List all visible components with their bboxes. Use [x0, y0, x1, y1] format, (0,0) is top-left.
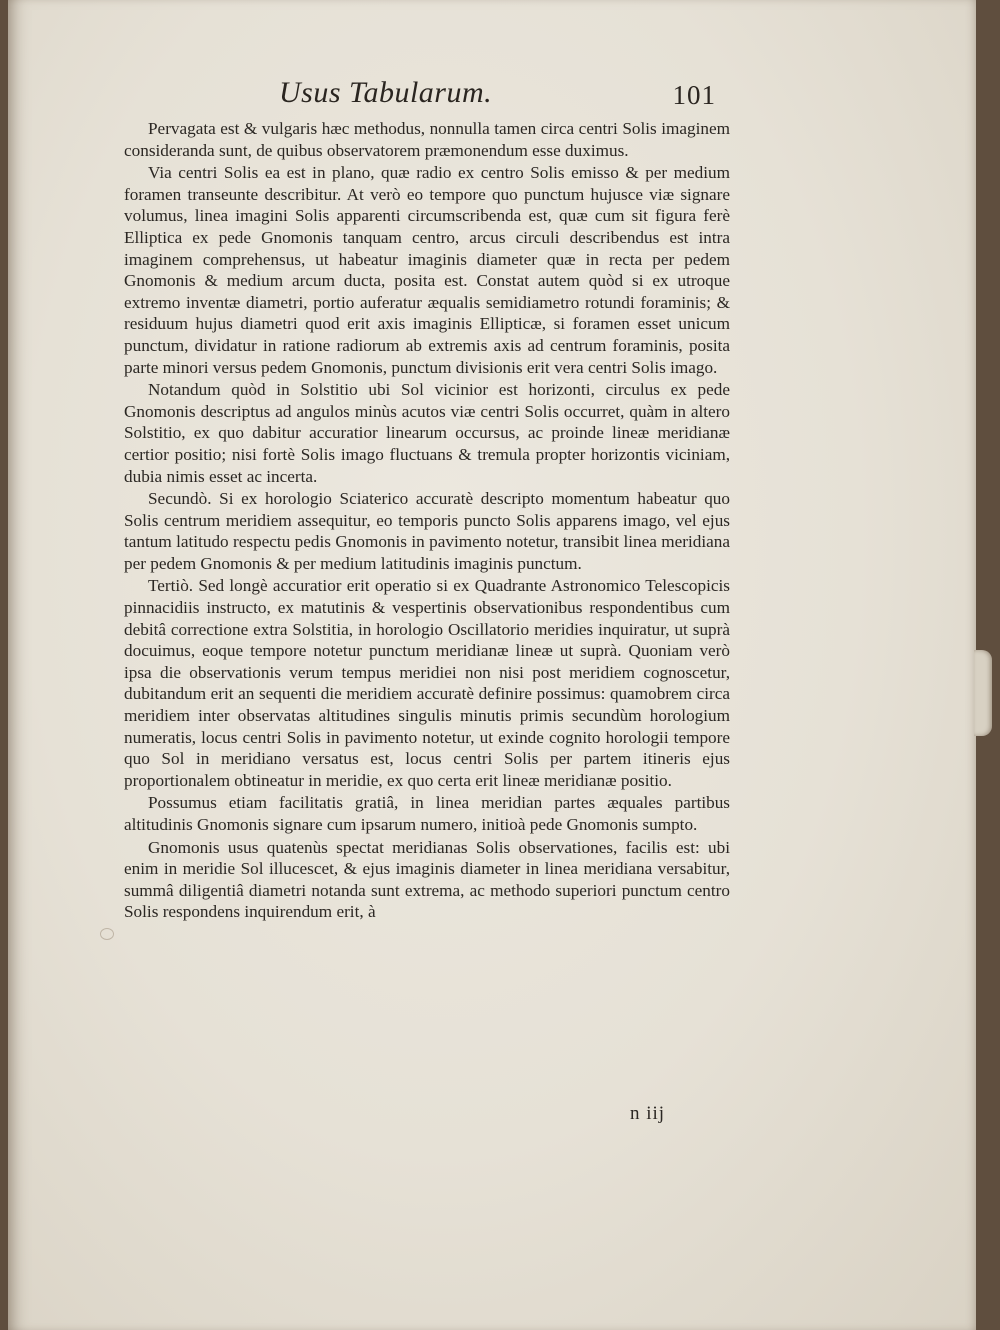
paragraph: Notandum quòd in Solstitio ubi Sol vicinior est horizonti, circulus ex pede Gnomonis descriptus ad angulos minùs acutos viæ centri Solis occurret, quàm in altero Solstitio, ex quo dabitur accuratior linearum occursus, ac proinde lineæ meridianæ certior positio; nisi fortè Solis imago fluctuans & tremula propter horizontis viciniam, dubia nimis esset ac incerta.	[124, 380, 730, 486]
paragraph: Pervagata est & vulgaris hæc methodus, nonnulla tamen circa centri Solis imaginem consideranda sunt, de quibus observatorem præmonendum esse duximus.	[124, 119, 730, 160]
book-page	[8, 0, 976, 1330]
page-number: 101	[672, 80, 716, 110]
page-header	[124, 74, 724, 118]
signature-mark: n iij	[630, 1103, 666, 1124]
paragraph: Gnomonis usus quatenùs spectat meridianas Solis observationes, facilis est: ubi enim in meridie Sol illucescet, & ejus imaginis diameter in linea meridiana versabitur, summâ diligentiâ diametri notanda sunt extrema, ac methodo superiori punctum centro Solis respondens inquirendum erit, à	[124, 837, 730, 922]
body-text	[124, 118, 730, 924]
paragraph: Secundò. Si ex horologio Sciaterico accuratè descripto momentum habeatur quo Solis centrum meridiem assequitur, eo temporis puncto Solis apparens imago, vel ejus tantum latitudo respectu pedis Gnomonis in pavimento notetur, transibit linea meridiana per pedem Gnomonis & per medium latitudinis imaginis punctum.	[124, 489, 730, 573]
running-title: Usus Tabularum.	[279, 76, 493, 109]
paper-stain	[100, 928, 114, 940]
paragraph: Tertiò. Sed longè accuratior erit operatio si ex Quadrante Astronomico Telescopicis pinnacidiis instructo, ex matutinis & vespertinis observationibus respondentibus cum debitâ correctione extra Solstitia, in horologio Oscillatorio meridies inquiratur, ut suprà docuimus, eoque tempore notetur punctum meridianæ lineæ ut suprà. Quoniam verò ipsa die observationis verum tempus meridiei non nisi post meridiem cognoscetur, dubitandum erit an sequenti die meridiem accuratè definire possimus: quamobrem circa meridiem inter observatas altitudines singulis minutis primis secundùm horologium numeratis, locus centri Solis in pavimento notetur, ut exinde cognito horologii tempore quo Sol in meridiano versatus est, locus centri Solis per partem itineris ejus proportionalem obtineatur in meridie, ex quo certa erit lineæ meridianæ positio.	[124, 576, 730, 790]
paragraph: Possumus etiam facilitatis gratiâ, in linea meridian partes æquales partibus altitudinis Gnomonis signare cum ipsarum numero, initioà pede Gnomonis sumpto.	[124, 793, 730, 834]
paragraph: Via centri Solis ea est in plano, quæ radio ex centro Solis emisso & per medium foramen transeunte describitur. At verò eo tempore quo punctum hujusce viæ signare volumus, linea imagini Solis apparenti circumscribenda est, quæ cum sit figura ferè Elliptica ex pede Gnomonis tanquam centro, arcus circuli describendus est intra imaginem comprehensus, ut habeatur imaginis diameter quæ in recta per pedem Gnomonis & medium arcum ducta, posita est. Constat autem quòd si ex utroque extremo inventæ diametri, portio auferatur æqualis semidiametro rotundi foraminis; & residuum hujus diametri quod erit axis imaginis Ellipticæ, si foramen esset unicum punctum, dividatur in ratione radiorum ab extremis axis ad centrum foraminis, posita parte minori versus pedem Gnomonis, punctum divisionis erit vera centri Solis imago.	[124, 163, 730, 377]
page-edge-tab	[974, 650, 992, 736]
